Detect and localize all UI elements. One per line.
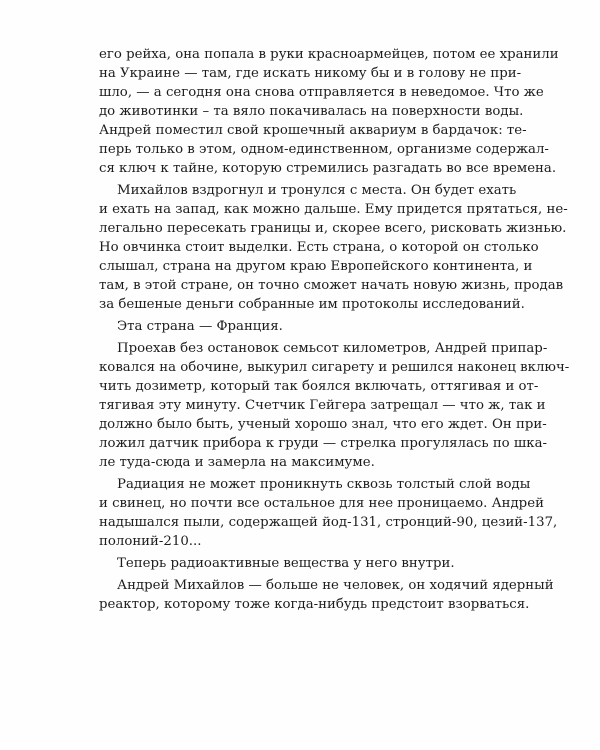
paragraph-3 <box>99 317 485 336</box>
text-line: Андрей поместил свой крошечный аквариум в бардачок: те- <box>99 123 527 138</box>
text-line: полоний-210... <box>99 534 202 549</box>
text-line: за бешеные деньги собранные им протоколы исследований. <box>99 297 525 312</box>
text-line: Проехав без остановок семьсот километров, Андрей припар- <box>117 341 548 356</box>
text-line: Андрей Михайлов — больше не человек, он ходячий ядерный <box>117 578 554 593</box>
text-line: Но овчинка стоит выделки. Есть страна, о которой он столько <box>99 240 539 255</box>
text-line: перь только в этом, одном-единственном, организме содержал- <box>99 142 549 157</box>
text-line: его рейха, она попала в руки красноармейцев, потом ее хранили <box>99 47 559 62</box>
text-line: ся ключ к тайне, которую стремились разгадать во все времена. <box>99 161 557 176</box>
text-line: Эта страна — Франция. <box>117 319 283 334</box>
text-line: ложил датчик прибора к груди — стрелка прогулялась по шка- <box>99 436 548 451</box>
text-line: тягивая эту минуту. Счетчик Гейгера затрещал — что ж, так и <box>99 398 546 413</box>
text-line: слышал, страна на другом краю Европейского континента, и <box>99 259 533 274</box>
paragraph-7 <box>99 576 554 614</box>
paragraph-1 <box>99 45 559 178</box>
text-line: реактор, которому тоже когда-нибудь предстоит взорваться. <box>99 597 530 612</box>
text-line: на Украине — там, где искать никому бы и в голову не при- <box>99 66 522 81</box>
paragraph-6 <box>99 554 485 573</box>
text-line: ковался на обочине, выкурил сигарету и решился наконец включ- <box>99 360 570 375</box>
text-line: там, в этой стране, он точно сможет начать новую жизнь, продав <box>99 278 564 293</box>
text-line: и свинец, но почти все остальное для нее проницаемо. Андрей <box>99 496 544 511</box>
text-line: Михайлов вздрогнул и тронулся с места. Он будет ехать <box>117 183 517 198</box>
text-line: легально пересекать границы и, скорее всего, рисковать жизнью. <box>99 221 567 236</box>
text-line: должно было быть, ученый хорошо знал, что его ждет. Он при- <box>99 417 547 432</box>
paragraph-5 <box>99 475 558 551</box>
text-line: Теперь радиоактивные вещества у него внутри. <box>117 556 455 571</box>
text-line: и ехать на запад, как можно дальше. Ему придется прятаться, не- <box>99 202 568 217</box>
text-line: Радиация не может проникнуть сквозь толстый слой воды <box>117 477 531 492</box>
text-line: ле туда-сюда и замерла на максимуме. <box>99 455 375 470</box>
paragraph-2 <box>99 181 568 314</box>
text-line: шло, — а сегодня она снова отправляется в неведомое. Что же <box>99 85 544 100</box>
paragraph-4 <box>99 339 570 472</box>
text-line: до животинки – та вяло покачивалась на поверхности воды. <box>99 104 524 119</box>
text-line: надышался пыли, содержащей йод-131, стронций-90, цезий-137, <box>99 515 558 530</box>
body-text <box>99 45 570 614</box>
text-line: чить дозиметр, который так боялся включать, оттягивая и от- <box>99 379 539 394</box>
